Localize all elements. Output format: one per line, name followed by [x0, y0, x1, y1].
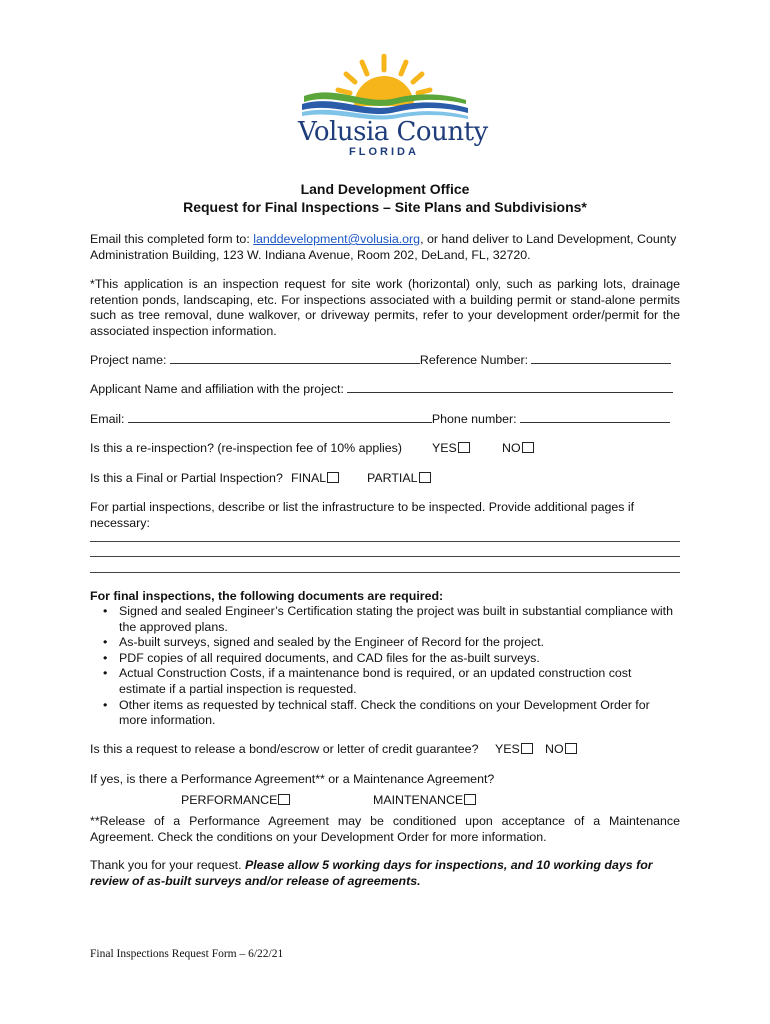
form-footer: Final Inspections Request Form – 6/22/21: [90, 948, 284, 960]
bond-release-question: Is this a request to release a bond/escrow or letter of credit guarantee?: [90, 742, 479, 756]
list-item-text: Other items as requested by technical staff. Check the conditions on your Development Order for more information.: [119, 697, 650, 728]
applicant-row: [90, 381, 680, 396]
reference-number-label: Reference Number:: [419, 353, 529, 367]
final-docs-heading: For final inspections, the following documents are required:: [90, 589, 444, 603]
volusia-county-logo: [296, 54, 488, 158]
project-name-field[interactable]: [170, 352, 420, 364]
applicant-label: Applicant Name and affiliation with the project:: [90, 382, 344, 396]
thank-you-note: [90, 858, 680, 889]
thank-you-text: Thank you for your request.: [90, 858, 245, 872]
maintenance-option: [373, 793, 476, 807]
list-item-text: As-built surveys, signed and sealed by the Engineer of Record for the project.: [119, 635, 544, 650]
list-item-text: Signed and sealed Engineer’s Certification stating the project was built in substantial compliance with the approved plans.: [119, 604, 673, 634]
partial-option: [367, 471, 431, 485]
final-checkbox[interactable]: [327, 472, 339, 483]
reinspection-yes-label: YES: [432, 441, 457, 455]
list-item: [90, 666, 680, 697]
agreement-question: If yes, is there a Performance Agreement** or a Maintenance Agreement?: [90, 772, 495, 786]
bond-yes-option: [495, 742, 533, 756]
processing-time-note: Please allow 5 working days for inspections, and 10 working days for review of as-built surveys and/or release of agreements.: [90, 858, 653, 888]
performance-checkbox[interactable]: [278, 794, 290, 805]
project-name-row: [90, 352, 680, 367]
performance-option: [181, 793, 290, 807]
release-note: **Release of a Performance Agreement may be conditioned upon acceptance of a Maintenance Agreement. Check the conditions on your Development Order for more information.: [90, 814, 680, 844]
list-item: [90, 635, 680, 651]
bullet-icon: •: [103, 635, 108, 650]
reinspection-yes-option: [432, 441, 470, 455]
bullet-icon: •: [103, 666, 108, 681]
email-field[interactable]: [128, 411, 432, 423]
email-prefix: Email this completed form to:: [90, 232, 254, 246]
partial-description-prompt: For partial inspections, describe or list the infrastructure to be inspected. Provide additional pages if necessary:: [90, 500, 635, 530]
partial-description-line-2[interactable]: [90, 556, 680, 557]
partial-description-line-3[interactable]: [90, 572, 680, 573]
reinspection-no-checkbox[interactable]: [522, 442, 534, 453]
bullet-icon: •: [103, 650, 108, 665]
email-label: Email:: [90, 412, 125, 426]
maintenance-label: MAINTENANCE: [373, 793, 464, 807]
maintenance-checkbox[interactable]: [464, 794, 476, 805]
email-link[interactable]: landdevelopment@volusia.org: [253, 232, 421, 246]
final-option: [291, 471, 339, 485]
phone-label: Phone number:: [431, 412, 517, 426]
reinspection-question: Is this a re-inspection? (re-inspection fee of 10% applies): [90, 441, 402, 455]
reinspection-no-label: NO: [502, 441, 521, 455]
bond-no-label: NO: [545, 742, 564, 756]
office-heading: Land Development Office: [300, 181, 470, 197]
list-item: [90, 651, 680, 667]
list-item: [90, 698, 680, 729]
reference-number-field[interactable]: [531, 352, 671, 364]
phone-field[interactable]: [520, 411, 670, 423]
bond-yes-checkbox[interactable]: [521, 743, 533, 754]
applicant-field[interactable]: [347, 381, 673, 393]
bond-no-option: [545, 742, 577, 756]
list-item: [90, 604, 680, 635]
final-partial-question: Is this a Final or Partial Inspection?: [90, 471, 283, 485]
final-label: FINAL: [291, 471, 327, 485]
partial-label: PARTIAL: [367, 471, 418, 485]
bullet-icon: •: [103, 697, 108, 712]
final-docs-list: [90, 604, 680, 729]
email-phone-row: [90, 411, 680, 426]
bond-yes-label: YES: [495, 742, 520, 756]
list-item-text: Actual Construction Costs, if a maintenance bond is required, or an updated construction cost estimate if a partial inspection is requested.: [119, 666, 632, 696]
scope-note: *This application is an inspection request for site work (horizontal) only, such as parking lots, drainage retention ponds, landscaping, etc. For inspections associated with a building permit or stand-alone permits such as tree removal, dune walkover, or driveway permits, refer to your development order/permit for the associated inspection information.: [90, 277, 680, 338]
submission-instructions: [90, 232, 680, 263]
list-item-text: PDF copies of all required documents, and CAD files for the as-built surveys.: [119, 650, 540, 665]
bond-no-checkbox[interactable]: [565, 743, 577, 754]
project-name-label: Project name:: [90, 353, 167, 367]
sun-logo-icon: [296, 54, 472, 124]
bullet-icon: •: [103, 604, 108, 618]
partial-description-line-1[interactable]: [90, 541, 680, 542]
reinspection-no-option: [502, 441, 534, 455]
email-suffix: , or hand deliver to Land Development, County Administration Building, 123 W. Indiana Avenue, Room 202, DeLand, FL, 32720.: [90, 232, 677, 262]
reinspection-yes-checkbox[interactable]: [458, 442, 470, 453]
partial-checkbox[interactable]: [419, 472, 431, 483]
form-title: Request for Final Inspections – Site Plans and Subdivisions*: [183, 199, 587, 215]
logo-county-name: Volusia County: [298, 117, 488, 147]
performance-label: PERFORMANCE: [181, 793, 278, 807]
logo-state-name: FLORIDA: [349, 146, 419, 158]
